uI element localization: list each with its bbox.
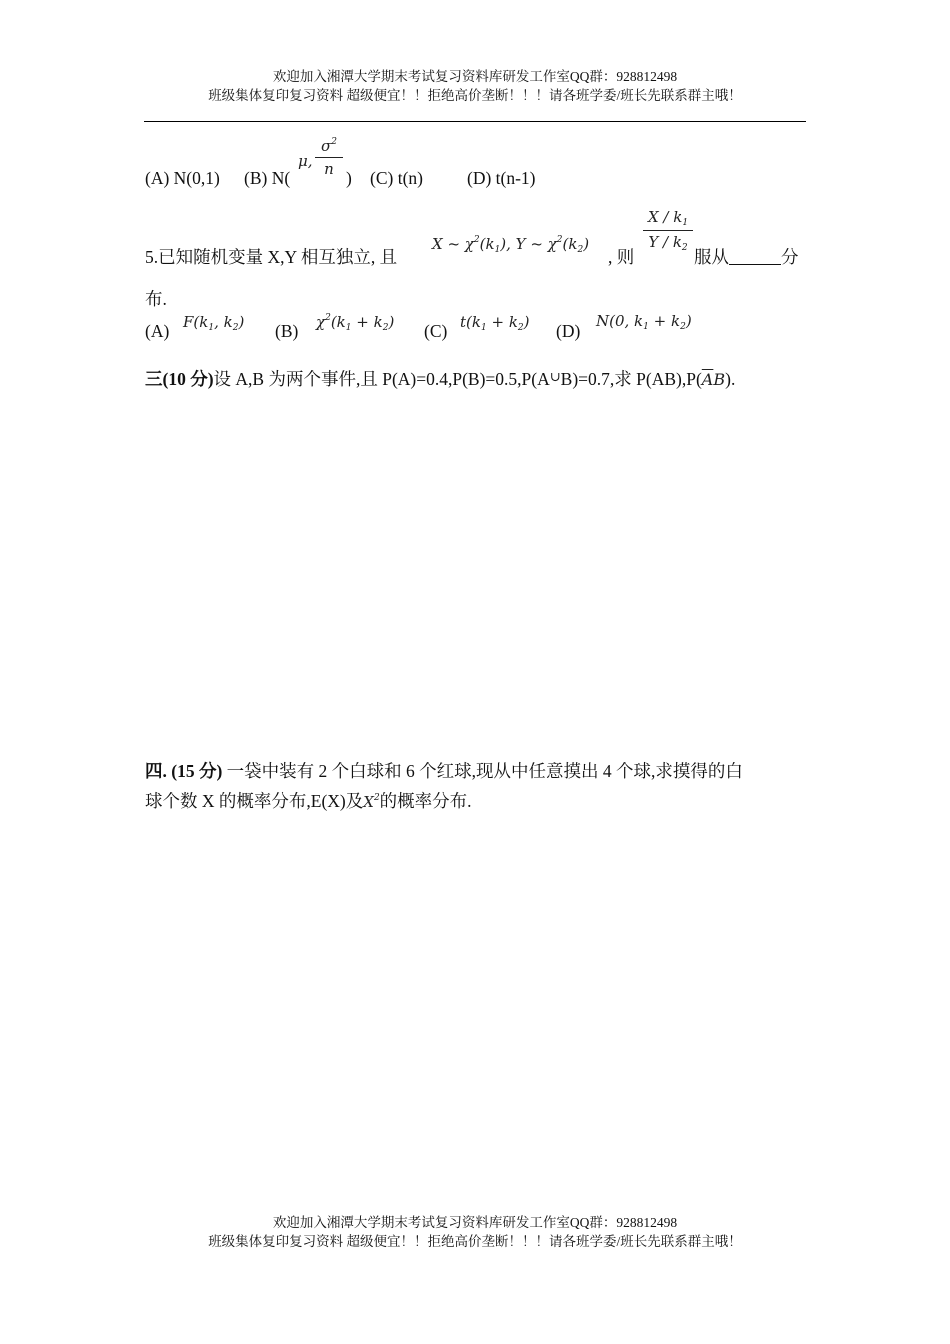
q4-title-number: 四	[145, 761, 163, 781]
header-rule	[144, 121, 806, 122]
option-b-denominator: n	[324, 160, 334, 178]
q3-text-2: B)=0.7,求 P(AB),P(	[560, 369, 702, 389]
q5-answer-blank	[729, 250, 781, 265]
q5-ratio-fraction	[643, 208, 693, 253]
option-b-suffix: )	[346, 168, 352, 188]
prev-question-options	[145, 168, 220, 189]
q5-option-c-label: (C)	[424, 321, 448, 341]
q4-line-2	[145, 788, 472, 813]
q3-line	[145, 366, 735, 391]
q5-option-b-math: $\chi^2(k_1 + k_2)$	[316, 313, 395, 333]
q5-ratio-denominator: Y / $k_2$	[648, 233, 688, 253]
q4-text-2: 球个数 X 的概率分布,E(X)及	[145, 791, 364, 811]
q4-text-3: 的概率分布.	[379, 791, 472, 811]
q5-option-b-label: (B)	[275, 321, 299, 341]
q3-text-3: ).	[725, 369, 736, 389]
q4-x-squared: $X^2$	[363, 793, 380, 811]
q5-option-a-label: (A)	[145, 321, 170, 341]
footer-line-1: 欢迎加入湘潭大学期末考试复习资料库研发工作室QQ群：928812498	[272, 1215, 678, 1230]
q5-line-2: 布.	[145, 289, 167, 309]
option-b-fraction	[315, 137, 343, 178]
option-b-prefix: (B) N(	[244, 168, 291, 188]
q4-title-score: . (15 分)	[162, 761, 223, 781]
header-line-2: 班级集体复印复习资料 超级便宜！！拒绝高价垄断！！！请各班学委/班长先联系群主哦！	[208, 88, 742, 103]
q3-abar-b: $\overline{A}B$	[701, 370, 726, 389]
q5-middle: , 则	[608, 247, 635, 267]
option-b-mu: μ,	[298, 152, 313, 170]
q4-line-1	[145, 758, 743, 783]
q4-text-1: 一袋中装有 2 个白球和 6 个红球,现从中任意摸出 4 个球,求摸得的白	[222, 761, 743, 781]
option-c: (C) t(n)	[370, 168, 423, 188]
q5-ratio-numerator: X / $k_1$	[643, 208, 693, 231]
q3-title: 三(10 分)	[145, 369, 214, 389]
q5-distribution: X ~ $\chi^2(k_1)$, Y ~ $\chi^2(k_2)$	[432, 235, 590, 255]
q3-text-1: 设 A,B 为两个事件,且 P(A)=0.4,P(B)=0.5,P(A	[213, 369, 550, 389]
footer-line-2: 班级集体复印复习资料 超级便宜！！拒绝高价垄断！！！请各班学委/班长先联系群主哦！	[208, 1234, 742, 1249]
q5-option-d-label: (D)	[556, 321, 581, 341]
option-a: (A) N(0,1)	[145, 168, 220, 188]
q5-option-a-math: $F(k_1$, $k_2$)	[183, 313, 245, 333]
page-header	[0, 67, 950, 105]
q5-option-d-math: N(0, $k_1 + k_2$)	[596, 312, 692, 332]
header-line-1: 欢迎加入湘潭大学期末考试复习资料库研发工作室QQ群：928812498	[272, 69, 678, 84]
q5-prefix: 5.已知随机变量 X,Y 相互独立, 且	[145, 247, 398, 267]
union-symbol: ∪	[549, 369, 561, 384]
option-d: (D) t(n-1)	[467, 168, 536, 188]
q5-suffix: 服从 分	[694, 247, 799, 267]
q5-option-c-math: $t(k_1 + k_2)$	[460, 313, 530, 333]
page-footer	[0, 1213, 950, 1251]
option-b-numerator: $\sigma^2$	[315, 137, 343, 158]
